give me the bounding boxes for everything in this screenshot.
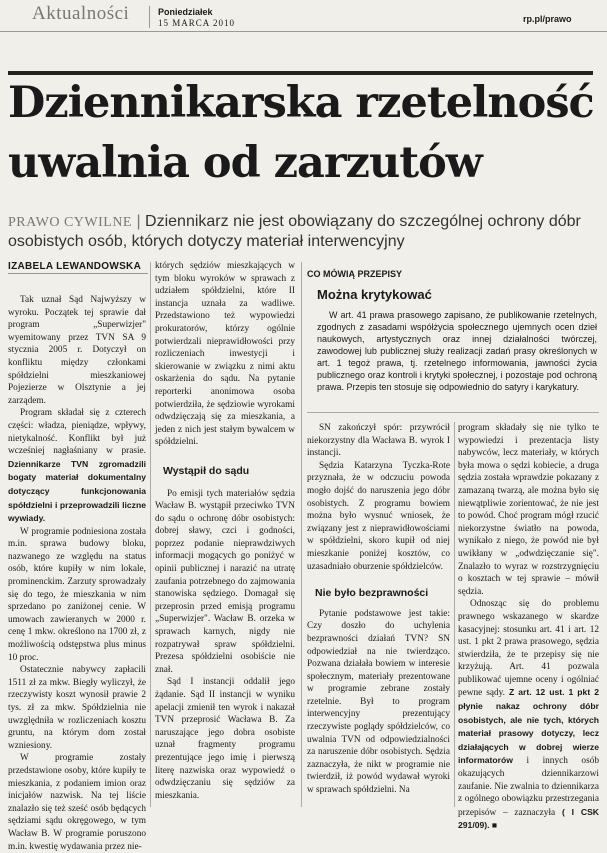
headline-line-2: uwalnia od zarzutów [8,138,482,188]
paragraph: Sędzia Katarzyna Tyczka-Rote przyznała, że w odczuciu powoda mogło dojść do naruszenia jego dóbr osobistych. Z programu bowiem można było wysnuć wniosek, że związany jest z nieprawidłowościami w spółdzielni, skoro kupił od niej mieszkanie poniżej kosztów, co uzasadniało oburzenie spółdzielców. [307,460,450,572]
box-title: Można krytykować [317,287,432,302]
headline-line-1: Dziennikarska rzetelność [8,78,594,128]
article-column-1 [8,294,146,853]
paragraph: Program składał się z czterech części: władza, pieniądze, wpływy, nietykalność. Konflikt był już wcześniej nagłaśniany w prasie. Dziennikarze TVN zgromadzili bogaty materiał dokumentalny dotyczący funkcjonowania spółdzielni i przeprowadzili liczne wywiady. [8,408,146,524]
header-divider [149,6,150,28]
header-rule [0,31,607,32]
section-title: Aktualności [32,3,130,24]
issue-day: Poniedziałek [158,7,213,17]
box-text: W art. 41 prawa prasowego zapisano, że publikowanie rzetelnych, zgodnych z zasadami współżycia społecznego ujemnych ocen dzieł naukowych, artystycznych oraz innej działalności twórczej, zawodowej lub publicznej służy realizacji zadań prasy określonych w art. 1 tegoż prawa, tj. rzetelnego informowania, jawności życia publicznego oraz kontroli i krytyki społecznej, i pozostaje pod ochroną prawa. Przepis ten stosuje się odpowiednio do satyry i karykatury. [317,310,597,392]
issue-date: 15 MARCA 2010 [158,18,236,28]
lead-separator: | [136,213,141,230]
site-url: rp.pl/prawo [523,14,572,24]
headline-rule [8,71,593,75]
paragraph: program składały się nie tylko te wypowiedzi i prezentacja listy nabywców, lecz materiały, w których była mowa o sędzi kobiecie, a druga sędzia została wprawdzie pokazany z zamazaną twarzą, ale można było się niewątpliwie zorientować, że nie jest to powód. Choć program mógł rzucić niekorzystne światło na powoda, wynikało z niego, że powód nie był uwikłany w „odwdzięczanie się". Znalazło to wyraz w rozstrzygnięciu o kosztach w tej sprawie – mówił sędzia. [458,423,599,597]
box-kicker: CO MÓWIĄ PRZEPISY [307,269,403,279]
paragraph: Pytanie podstawowe jest takie: Czy doszło do uchylenia bezprawności działań TVN? SN odpowiedział na nie twierdząco. Pozwana działała bowiem w interesie społecznym, materiały prezentowane w programie zebrane zostały rzetelnie. Był to program interwencyjny prezentujący rzeczywiste poglądy spółdzielców, co uwalnia TVN od odpowiedzialności za naruszenie dóbr osobistych. Sędzia zaznaczyła, że nikt w programie nie twierdził, iż powód wydawał wyroki w sprawach spółdzielni. Na [307,608,450,796]
paragraph: Po emisji tych materiałów sędzia Wacław B. wystąpił przeciwko TVN do sądu o ochronę dóbr osobistych: dobrej sławy, czci i godności, poprzez podanie nieprawdziwych informacji mogących go poniżyć w opinii publicznej i narazić na utratę zaufania potrzebnego do zajmowania stanowiska sędziego. Domagał się przeprosin przed emisją programu „Superwizjer". Wacław B. orzeka w sprawach karnych, nigdy nie rozpatrywał spraw spółdzielni. Prezesa spółdzielni osobiście nie znał. [155,488,295,675]
paragraph: Ostatecznie nabywcy zapłacili 1511 zł za mkw. Biegły wyliczył, że rzeczywisty koszt wynosił prawie 2 tys. zł za mkw. Spółdzielnia nie uwzględniła w rozliczeniach kosztu gruntu, na którym dom został wzniesiony. [8,665,146,751]
paragraph: SN zakończył spór: przywrócił niekorzystny dla Wacława B. wyrok I instancji. [307,423,450,459]
article-column-3 [307,422,450,797]
paragraph: Odnosząc się do problemu prawnego wskazanego w skardze kasacyjnej: stosunku art. 41 i art. 12 ust. 1 pkt 2 prawa prasowego, sędzia stwierdziła, że te przepisy się nie krzyżują. Art. 41 pozwala publikować ujemne oceny i ogólniać pewne sądy. Z art. 12 ust. 1 pkt 2 płynie nakaz ochrony dóbr osobistych, ale nie tych, których materiał prasowy dotyczy, lecz działających w dobrej wierze informatorów i innych osób okazujących dziennikarzowi zaufanie. Nie zwalnia to dziennikarza z ogólnego obowiązku przestrzegania przepisów – zaznaczyła ( I CSK 291/09). ■ [458,599,600,831]
box-rule [307,412,599,413]
article-column-4 [458,422,599,833]
case-reference: ( I CSK 291/09). ■ [458,806,600,831]
subhead-wystapil: Wystąpił do sądu [163,464,250,477]
article-column-2 [155,260,295,802]
paragraph: W programie zostały przedstawione osoby, które kupiły te mieszkania, z podaniem imion oraz inicjałów nazwisk. Na tej liście znalazło się też sześć osób będących sędziami sądu okręgowego, w tym Wacław B. W programie poruszono m.in. kwestię wydawania przez nie- [8,753,146,852]
paragraph: W programie podniesiona została m.in. sprawa budowy bloku, nazwanego ze względu na status osób, które kupiły w nim lokale, prominenckim. Zarzuty sprowadzały się do tego, że mieszkania w nim sprzedano po zaniżonej cenie. W umowach zawieranych w 2000 r. cenę 1 mkw. określono na 1700 zł, z możliwością odstępstwa plus minus 10 proc. [8,526,146,663]
paragraph: których sędziów mieszkających w tym bloku wyroków w sprawach z udziałem spółdzielni, które II instancja uznała za wadliwe. Przedstawiono też wypowiedzi prokuratorów, którzy ogólnie potwierdzali nieprawidłowości przy rozliczeniach inwestycji i skierowanie w związku z nimi aktu oskarżenia do sądu. Na pytanie reporterki anonimowa osoba potwierdziła, że sędziowie wyrokami odwdzięczają się za mieszkania, a jeden z nich jest stałym bywalcem w spółdzielni. [155,261,295,448]
column-rule [150,262,151,807]
byline: IZABELA LEWANDOWSKA [8,261,142,272]
column-rule [454,422,455,807]
lead-kicker: PRAWO CYWILNE [8,215,132,230]
lead [8,212,598,251]
paragraph: Sąd I instancji oddalił jego żądanie. Sąd II instancji w wyniku apelacji zmienił ten wyrok i nakazał TVN przeprosić Wacława B. Za naruszające jego dobra osobiste uznał fragmenty programu prezentujące jego imię i pierwszą literę nazwiska oraz wypowiedź o odwdzięczaniu się sędziów za mieszkania. [155,677,295,801]
bold-passage: Z art. 12 ust. 1 pkt 2 płynie nakaz ochrony dóbr osobistych, ale nie tych, których materiał prasowy dotyczy, lecz działających w dobrej wierze informatorów [458,687,599,766]
subhead-bezprawnosc: Nie było bezprawności [315,587,429,600]
byline-rule [8,273,148,274]
bold-passage: Dziennikarze TVN zgromadzili bogaty materiał dokumentalny dotyczący funkcjonowania spółdzielni i przeprowadzili liczne wywiady. [8,458,146,524]
lead-text: Dziennikarz nie jest obowiązany do szczególnej ochrony dóbr osobistych osób, których dotyczy materiał interwencyjny [8,213,581,250]
column-rule [301,262,302,807]
paragraph: Tak uznał Sąd Najwyższy w wyroku. Początek tej sprawie dał program „Superwizjer" wyemitowany przez TVN SA 9 stycznia 2005 r. Dotyczył on konfliktu między członkami spółdzielni mieszkaniowej Pojezierze w Olsztynie a jej zarządem. [8,295,146,406]
